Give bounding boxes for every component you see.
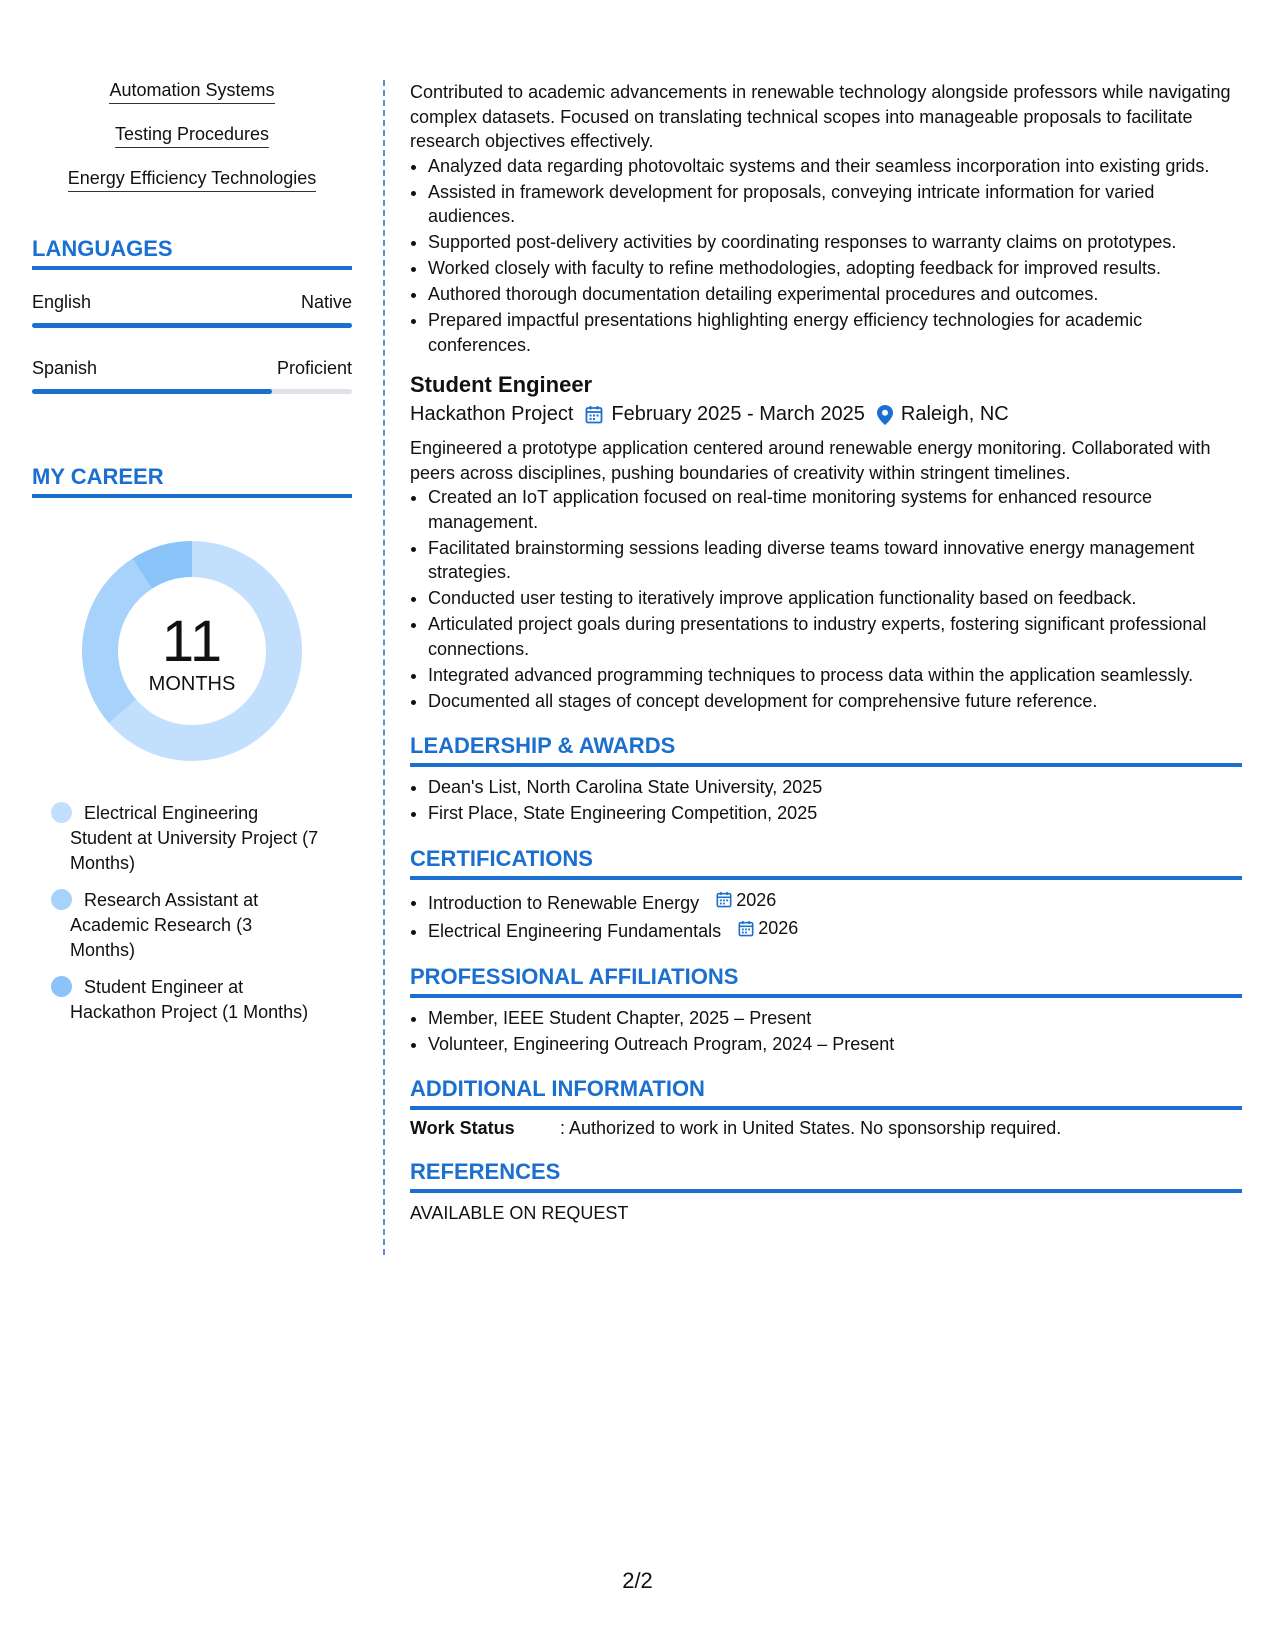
legend-dot	[51, 802, 72, 823]
certification-year: 2026	[758, 918, 799, 939]
career-months-label: MONTHS	[148, 673, 236, 695]
skill-item: Testing Procedures	[32, 124, 352, 148]
job-location: Raleigh, NC	[900, 403, 1009, 425]
left-column	[32, 80, 352, 1037]
skill-item: Energy Efficiency Technologies	[32, 168, 352, 192]
list-item: • Facilitated brainstorming sessions leading diverse teams toward innovative energy management strategies.	[428, 536, 1242, 585]
job-bullets	[410, 485, 1242, 713]
legend-dot	[51, 889, 72, 910]
list-item: • First Place, State Engineering Competition, 2025	[428, 801, 1242, 826]
career-legend-item: Research Assistant at Academic Research (3 Months)	[51, 888, 321, 963]
language-item	[32, 358, 352, 394]
calendar-icon	[716, 891, 732, 908]
language-proficiency-fill	[32, 323, 352, 328]
location-pin-icon	[877, 405, 893, 425]
list-item: • Authored thorough documentation detailing experimental procedures and outcomes.	[428, 282, 1242, 307]
languages-section	[32, 236, 352, 394]
job-summary: Contributed to academic advancements in renewable technology alongside professors while navigating complex datasets. Focused on translating technical scopes into manageable proposals to facilitate research objectives effectively.	[410, 82, 1231, 151]
career-legend-item: Student Engineer at Hackathon Project (1 Months)	[51, 975, 321, 1025]
language-item	[32, 292, 352, 328]
career-donut-chart	[77, 536, 307, 766]
right-column	[410, 80, 1242, 1226]
list-item: • Volunteer, Engineering Outreach Program, 2024 – Present	[428, 1032, 1242, 1057]
list-item: • Member, IEEE Student Chapter, 2025 – Present	[428, 1006, 1242, 1031]
certification-name: Introduction to Renewable Energy	[428, 892, 700, 913]
career-legend-item: Electrical Engineering Student at University Project (7 Months)	[51, 801, 321, 876]
affiliations-heading: PROFESSIONAL AFFILIATIONS	[410, 964, 1242, 998]
references-heading: REFERENCES	[410, 1159, 1242, 1193]
languages-heading: LANGUAGES	[32, 236, 352, 270]
list-item: • Dean's List, North Carolina State University, 2025	[428, 775, 1242, 800]
work-status-row	[410, 1118, 1242, 1139]
calendar-icon	[585, 405, 603, 424]
experience-research	[410, 80, 1242, 357]
skills-list	[32, 80, 352, 192]
language-level: Native	[300, 292, 352, 312]
language-proficiency-bar	[32, 323, 352, 328]
job-company: Hackathon Project	[410, 403, 574, 425]
experience-hackathon	[410, 372, 1242, 713]
additional-section	[410, 1076, 1242, 1139]
list-item: • Supported post-delivery activities by coordinating responses to warranty claims on prototypes.	[428, 230, 1242, 255]
job-summary: Engineered a prototype application centered around renewable energy monitoring. Collaborated with peers across disciplines, pushing boundaries of creativity within stringent timelines.	[410, 438, 1211, 483]
career-heading: MY CAREER	[32, 464, 352, 498]
job-dates: February 2025 - March 2025	[611, 403, 865, 425]
work-status-label: Work Status	[410, 1118, 515, 1138]
certification-item	[428, 888, 1242, 915]
career-legend	[32, 801, 321, 1025]
leadership-heading: LEADERSHIP & AWARDS	[410, 733, 1242, 767]
leadership-section	[410, 733, 1242, 826]
page-number: 2/2	[622, 1568, 653, 1593]
job-meta	[410, 403, 1242, 426]
list-item: • Assisted in framework development for proposals, conveying intricate information for varied audiences.	[428, 180, 1242, 229]
career-section	[32, 464, 352, 1025]
references-section	[410, 1159, 1242, 1226]
job-title: Student Engineer	[410, 372, 593, 397]
list-item: • Integrated advanced programming techniques to process data within the application seamlessly.	[428, 663, 1242, 688]
list-item: • Created an IoT application focused on real-time monitoring systems for enhanced resource management.	[428, 485, 1242, 534]
list-item: • Worked closely with faculty to refine methodologies, adopting feedback for improved results.	[428, 256, 1242, 281]
list-item: • Prepared impactful presentations highlighting energy efficiency technologies for academic conferences.	[428, 308, 1242, 357]
calendar-icon	[738, 920, 754, 937]
legend-dot	[51, 976, 72, 997]
column-divider	[383, 80, 385, 1255]
language-proficiency-bar	[32, 389, 352, 394]
additional-heading: ADDITIONAL INFORMATION	[410, 1076, 1242, 1110]
certification-item	[428, 916, 1242, 943]
list-item: • Analyzed data regarding photovoltaic systems and their seamless incorporation into existing grids.	[428, 154, 1242, 179]
list-item: • Documented all stages of concept development for comprehensive future reference.	[428, 689, 1242, 714]
language-level: Proficient	[276, 358, 352, 378]
job-bullets	[410, 154, 1242, 358]
list-item: • Conducted user testing to iteratively improve application functionality based on feedback.	[428, 586, 1242, 611]
language-name: English	[32, 292, 92, 312]
certifications-section	[410, 846, 1242, 944]
certification-name: Electrical Engineering Fundamentals	[428, 921, 722, 941]
list-item: • Articulated project goals during presentations to industry experts, fostering significant professional connections.	[428, 612, 1242, 661]
certifications-heading: CERTIFICATIONS	[410, 846, 1242, 880]
language-proficiency-fill	[32, 389, 272, 394]
certification-year: 2026	[736, 889, 777, 910]
affiliations-section	[410, 964, 1242, 1057]
work-status-value: : Authorized to work in United States. No sponsorship required.	[560, 1118, 1062, 1138]
skill-item: Automation Systems	[32, 80, 352, 104]
career-total-months: 11	[161, 609, 223, 674]
language-name: Spanish	[32, 358, 98, 378]
references-text: AVAILABLE ON REQUEST	[410, 1203, 629, 1223]
